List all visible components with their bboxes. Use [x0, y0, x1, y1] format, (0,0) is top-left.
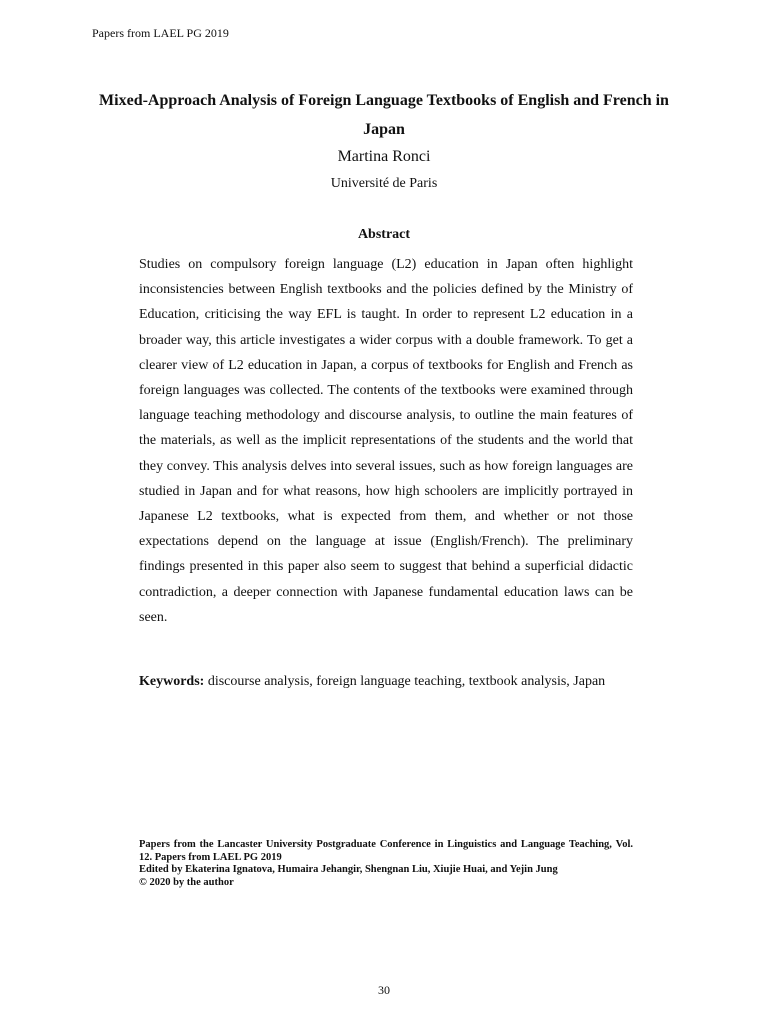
- page-number: 30: [378, 983, 390, 997]
- author-affiliation: Université de Paris: [330, 176, 438, 191]
- keywords-text: discourse analysis, foreign language teaching, textbook analysis, Japan: [207, 674, 606, 689]
- conference-info: Papers from the Lancaster University Postgraduate Conference in Linguistics and Language Teaching, Vol. 12. Papers from LAEL PG 2019: [139, 839, 633, 863]
- abstract-text: Studies on compulsory foreign language (L2) education in Japan often highlight inconsistencies between English textbooks and the policies defined by the Ministry of Education, criticising the way EFL is taught. In order to represent L2 education in a broader way, this article investigates a wider corpus with a double framework. To get a clearer view of L2 education in Japan, a corpus of textbooks for English and French as foreign languages was collected. The contents of the textbooks were examined through language teaching methodology and discourse analysis, to outline the main features of the materials, as well as the implicit representations of the students and the world that they convey. This analysis delves into several issues, such as how foreign languages are studied in Japan and for what reasons, how high schoolers are implicitly portrayed in Japanese L2 textbooks, what is expected from them, and whether or not those expectations depend on the language at issue (English/French). The preliminary findings presented in this paper also seem to suggest that behind a superficial didactic contradiction, a deeper connection with Japanese fundamental education laws can be seen.: [139, 257, 633, 625]
- keywords: [139, 669, 633, 694]
- paper-title: Mixed-Approach Analysis of Foreign Language Textbooks of English and French in Japan: [99, 92, 669, 138]
- copyright-notice: © 2020 by the author: [139, 876, 234, 888]
- keywords-label: Keywords:: [139, 674, 205, 689]
- editors-info: Edited by Ekaterina Ignatova, Humaira Jehangir, Shengnan Liu, Xiujie Huai, and Yejin Jung: [139, 864, 558, 875]
- abstract-heading: Abstract: [357, 227, 411, 242]
- running-header: Papers from LAEL PG 2019: [92, 26, 229, 40]
- publication-info: [139, 839, 633, 889]
- author-name: Martina Ronci: [337, 148, 431, 165]
